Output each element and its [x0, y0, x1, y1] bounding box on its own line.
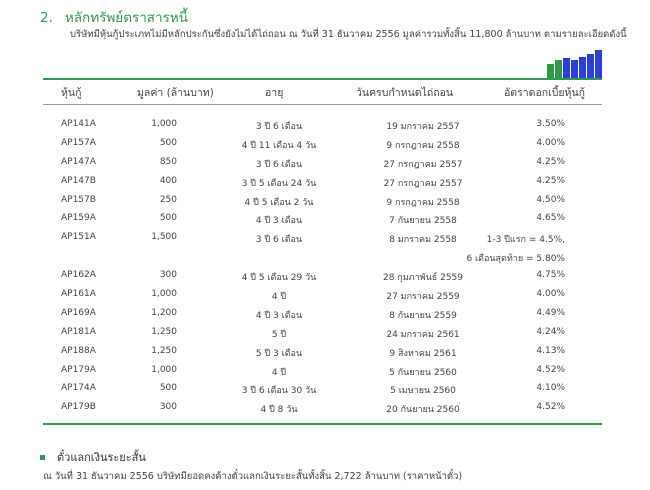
table-row — [43, 270, 602, 289]
cell-term: 4 ปี 3 เดือน — [255, 216, 303, 227]
cell-bond: AP159A — [61, 213, 96, 224]
cell-value: 1,000 — [151, 364, 177, 375]
cell-bond: AP169A — [61, 307, 96, 318]
cell-value: 500 — [159, 383, 177, 394]
cell-term: 4 ปี 3 เดือน — [255, 310, 303, 321]
cell-maturity: 24 มกราคม 2561 — [386, 329, 460, 340]
cell-value: 300 — [159, 402, 177, 413]
cell-bond: AP147B — [61, 175, 96, 186]
cell-value: 1,000 — [151, 119, 177, 129]
table-header — [43, 84, 602, 102]
cell-rate: 4.00% — [536, 289, 565, 300]
cell-maturity: 7 กันยายน 2558 — [389, 216, 457, 227]
cell-maturity: 27 กรกฎาคม 2557 — [383, 159, 463, 170]
cell-rate: 4.50% — [536, 194, 565, 205]
cell-maturity: 9 กรกฎาคม 2558 — [386, 197, 460, 208]
cell-value: 500 — [159, 213, 177, 224]
cell-term: 4 ปี 5 เดือน 29 วัน — [241, 273, 317, 284]
cell-rate: 4.65% — [536, 213, 565, 224]
cell-rate: 4.25% — [536, 175, 565, 186]
table-row — [43, 402, 602, 421]
cell-term: 3 ปี 6 เดือน — [255, 235, 303, 246]
table-row — [43, 195, 602, 214]
section-number: 2. — [40, 10, 53, 26]
section-title: หลักทรัพย์ตราสารหนี้ — [64, 10, 188, 26]
header-term: อายุ — [265, 87, 284, 99]
bills-title: ตั๋วแลกเงินระยะสั้น — [57, 451, 146, 464]
cell-bond: AP157A — [61, 137, 96, 148]
cell-bond: AP162A — [61, 270, 96, 281]
table-header-rule — [43, 104, 602, 105]
cell-rate: 4.52% — [536, 402, 565, 413]
cell-value: 1,500 — [151, 232, 177, 243]
bills-heading — [40, 448, 146, 466]
cell-rate: 3.50% — [536, 119, 565, 129]
cell-maturity: 9 กรกฎาคม 2558 — [386, 140, 460, 151]
table-row — [43, 232, 602, 270]
cell-rate: 4.10% — [536, 383, 565, 394]
cell-value: 300 — [159, 270, 177, 281]
cell-maturity: 5 กันยายน 2560 — [389, 367, 457, 378]
cell-term: 5 ปี 3 เดือน — [255, 348, 303, 359]
cell-term: 4 ปี — [271, 292, 287, 303]
cell-rate: 4.52% — [536, 364, 565, 375]
header-value: มูลค่า (ล้านบาท) — [137, 87, 214, 99]
cell-term: 4 ปี 8 วัน — [260, 405, 298, 416]
cell-rate: 4.75% — [536, 270, 565, 281]
cell-value: 1,000 — [151, 289, 177, 300]
table-row — [43, 346, 602, 365]
table-row — [43, 327, 602, 346]
cell-value: 1,200 — [151, 307, 177, 318]
cell-bond: AP161A — [61, 289, 96, 300]
cell-bond: AP181A — [61, 326, 96, 337]
cell-term: 3 ปี 6 เดือน — [255, 159, 303, 170]
cell-rate: 4.13% — [536, 345, 565, 356]
cell-bond: AP174A — [61, 383, 96, 394]
table-row — [43, 176, 602, 195]
cell-bond: AP188A — [61, 345, 96, 356]
cell-term: 5 ปี — [271, 329, 287, 340]
section-intro: บริษัทมีหุ้นกู้ประเภทไม่มีหลักประกันซึ่งยังไม่ได้ไถ่ถอน ณ วันที่ 31 ธันวาคม 2556 มูลค่ารวมทั้งสิ้น 11,800 ล้านบาท ตามรายละเอียดดังนี้ — [70, 29, 627, 40]
cell-term: 4 ปี 5 เดือน 2 วัน — [244, 197, 314, 208]
cell-maturity: 27 มกราคม 2559 — [386, 292, 460, 303]
cell-bond: AP147A — [61, 156, 96, 167]
cell-maturity: 8 มกราคม 2558 — [389, 235, 457, 246]
cell-bond: AP151A — [61, 232, 96, 243]
table-row — [43, 365, 602, 384]
cell-bond: AP179A — [61, 364, 96, 375]
cell-value: 850 — [159, 156, 177, 167]
cell-term: 3 ปี 5 เดือน 24 วัน — [241, 178, 317, 189]
square-bullet-icon — [40, 455, 45, 460]
table-row — [43, 308, 602, 327]
bond-table-body — [43, 119, 602, 421]
cell-rate: 4.00% — [536, 137, 565, 148]
cell-value: 1,250 — [151, 326, 177, 337]
bar-graphic-icon — [545, 48, 603, 78]
table-row — [43, 119, 602, 138]
cell-maturity: 9 สิงหาคม 2561 — [389, 348, 457, 359]
cell-term: 4 ปี 11 เดือน 4 วัน — [241, 140, 317, 151]
header-bond: หุ้นกู้ — [61, 87, 82, 99]
table-bottom-rule — [43, 423, 602, 425]
cell-term: 4 ปี — [271, 367, 287, 378]
cell-value: 400 — [159, 175, 177, 186]
cell-rate: 4.25% — [536, 156, 565, 167]
table-row — [43, 213, 602, 232]
cell-maturity: 28 กุมภาพันธ์ 2559 — [382, 273, 464, 284]
header-rate: อัตราดอกเบี้ยหุ้นกู้ — [503, 87, 585, 99]
table-row — [43, 383, 602, 402]
cell-bond: AP157B — [61, 194, 96, 205]
cell-maturity: 20 กันยายน 2560 — [386, 405, 460, 416]
cell-value: 250 — [159, 194, 177, 205]
header-maturity: วันครบกำหนดไถ่ถอน — [356, 87, 454, 99]
table-row — [43, 157, 602, 176]
table-row — [43, 138, 602, 157]
bills-text: ณ วันที่ 31 ธันวาคม 2556 บริษัทมียอดคงค้างตั๋วแลกเงินระยะสั้นทั้งสิ้น 2,722 ล้านบาท (ราคาหน้าตั๋ว) — [43, 471, 463, 482]
cell-maturity: 27 กรกฎาคม 2557 — [383, 178, 463, 189]
cell-bond: AP141A — [61, 119, 96, 129]
cell-bond: AP179B — [61, 402, 96, 413]
cell-maturity: 5 เมษายน 2560 — [390, 386, 456, 397]
cell-term: 3 ปี 6 เดือน — [255, 122, 303, 132]
cell-rate: 4.24% — [536, 326, 565, 337]
cell-rate: 1-3 ปีแรก = 4.5%, — [486, 235, 565, 246]
table-top-rule — [43, 78, 602, 80]
cell-maturity: 8 กันยายน 2559 — [389, 310, 457, 321]
table-row — [43, 289, 602, 308]
cell-rate: 4.49% — [536, 307, 565, 318]
cell-term: 3 ปี 6 เดือน 30 วัน — [241, 386, 317, 397]
section-heading — [40, 6, 188, 28]
cell-value: 500 — [159, 137, 177, 148]
cell-maturity: 19 มกราคม 2557 — [386, 122, 460, 132]
cell-value: 1,250 — [151, 345, 177, 356]
cell-rate-line2: 6 เดือนสุดท้าย = 5.80% — [466, 254, 565, 265]
